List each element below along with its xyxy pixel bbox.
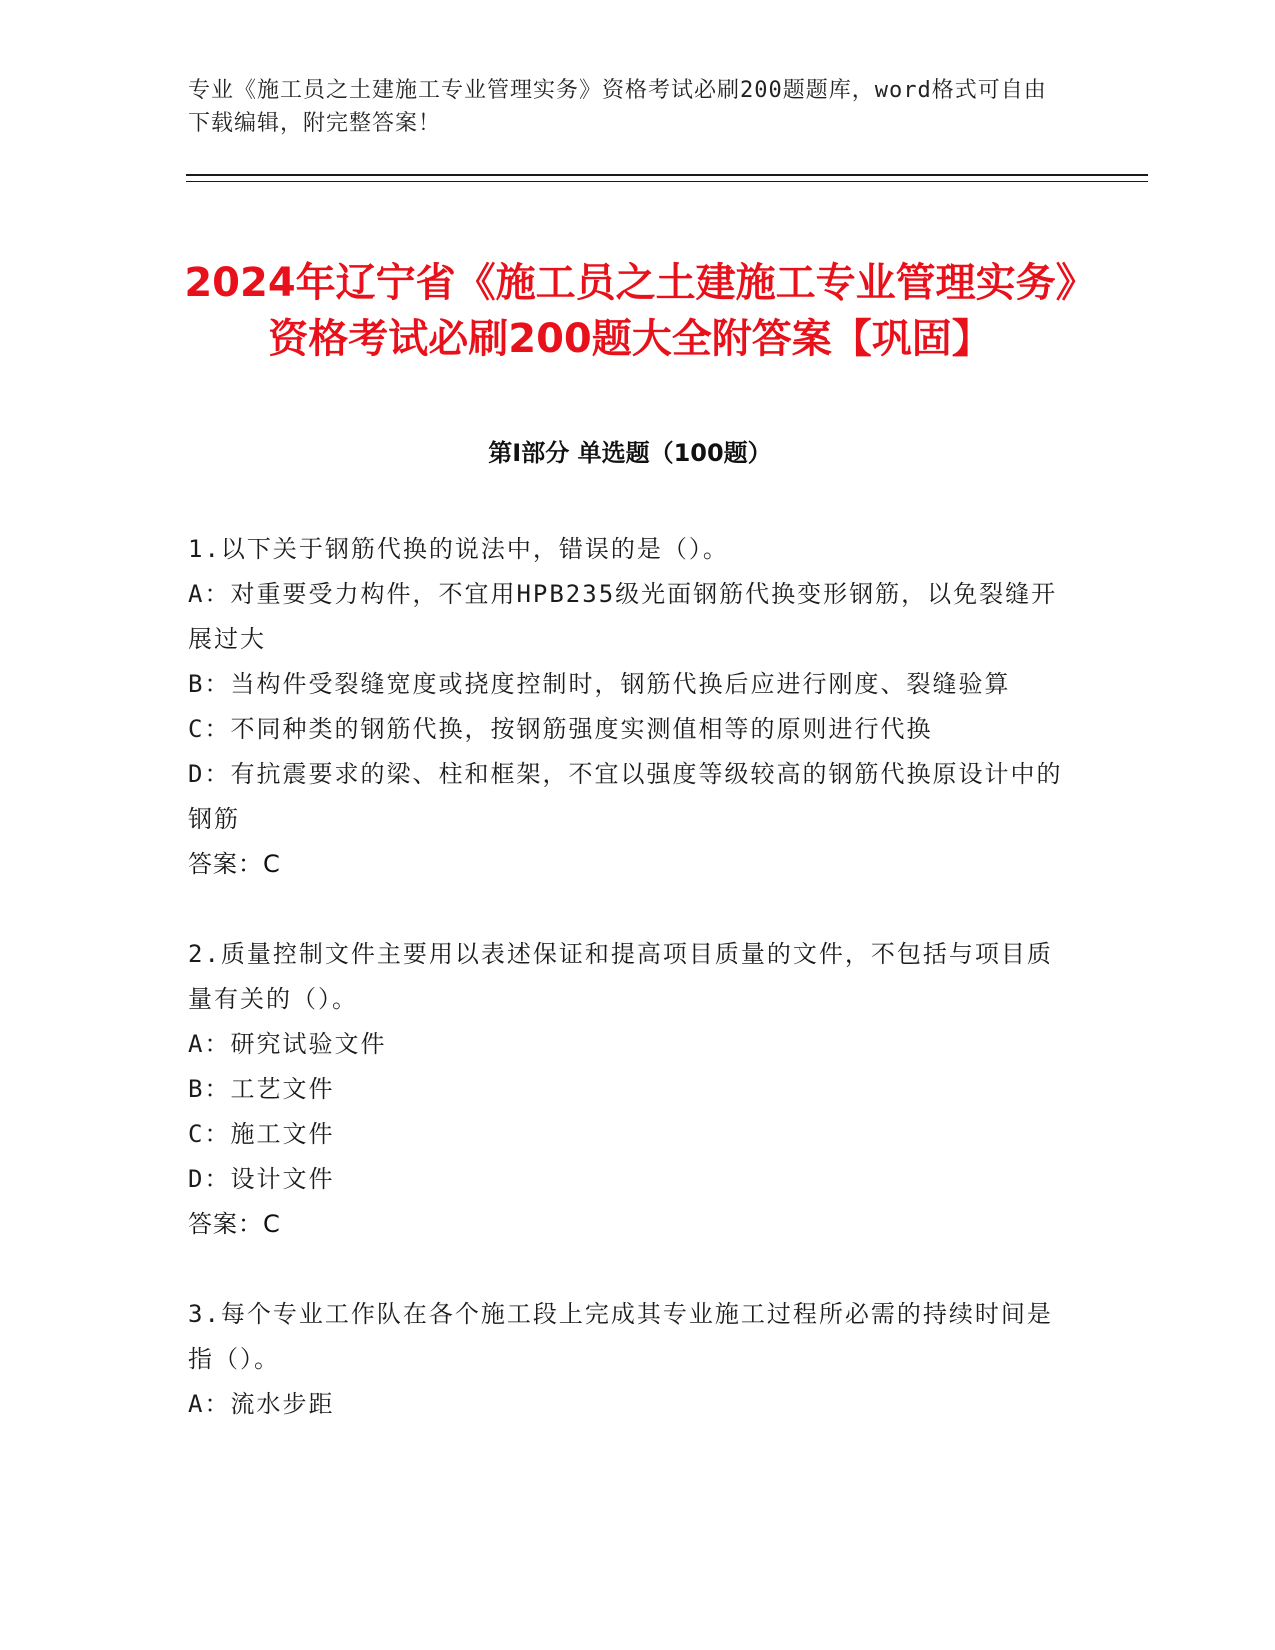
option-b: B：工艺文件 xyxy=(188,1075,335,1103)
document-title: 2024年辽宁省《施工员之土建施工专业管理实务》资格考试必刷200题大全附答案【巩固】 xyxy=(184,259,1076,362)
question-1 xyxy=(188,527,1068,887)
question-3 xyxy=(188,1292,1068,1427)
section-heading: 第I部分 单选题（100题） xyxy=(488,439,772,467)
question-2 xyxy=(188,932,1068,1247)
header-note: 专业《施工员之土建施工专业管理实务》资格考试必刷200题题库，word格式可自由下载编辑，附完整答案！ xyxy=(188,78,1047,136)
header-divider-thick xyxy=(186,174,1148,176)
option-b: B：当构件受裂缝宽度或挠度控制时，钢筋代换后应进行刚度、裂缝验算 xyxy=(188,670,1011,698)
question-stem: 2.质量控制文件主要用以表述保证和提高项目质量的文件，不包括与项目质量有关的（）。 xyxy=(188,940,1053,1013)
header-divider-thin xyxy=(186,181,1148,182)
option-a: A：研究试验文件 xyxy=(188,1030,387,1058)
option-c: C：施工文件 xyxy=(188,1120,335,1148)
option-d: D：设计文件 xyxy=(188,1165,335,1193)
question-stem: 1.以下关于钢筋代换的说法中，错误的是（）。 xyxy=(188,535,729,563)
option-c: C：不同种类的钢筋代换，按钢筋强度实测值相等的原则进行代换 xyxy=(188,715,933,743)
answer-label: 答案：C xyxy=(188,1210,281,1238)
option-a: A：对重要受力构件，不宜用HPB235级光面钢筋代换变形钢筋，以免裂缝开展过大 xyxy=(188,580,1058,653)
answer-label: 答案：C xyxy=(188,850,281,878)
question-list xyxy=(188,527,1068,1472)
option-a: A：流水步距 xyxy=(188,1390,335,1418)
question-stem: 3.每个专业工作队在各个施工段上完成其专业施工过程所必需的持续时间是指（）。 xyxy=(188,1300,1053,1373)
option-d: D：有抗震要求的梁、柱和框架，不宜以强度等级较高的钢筋代换原设计中的钢筋 xyxy=(188,760,1063,833)
